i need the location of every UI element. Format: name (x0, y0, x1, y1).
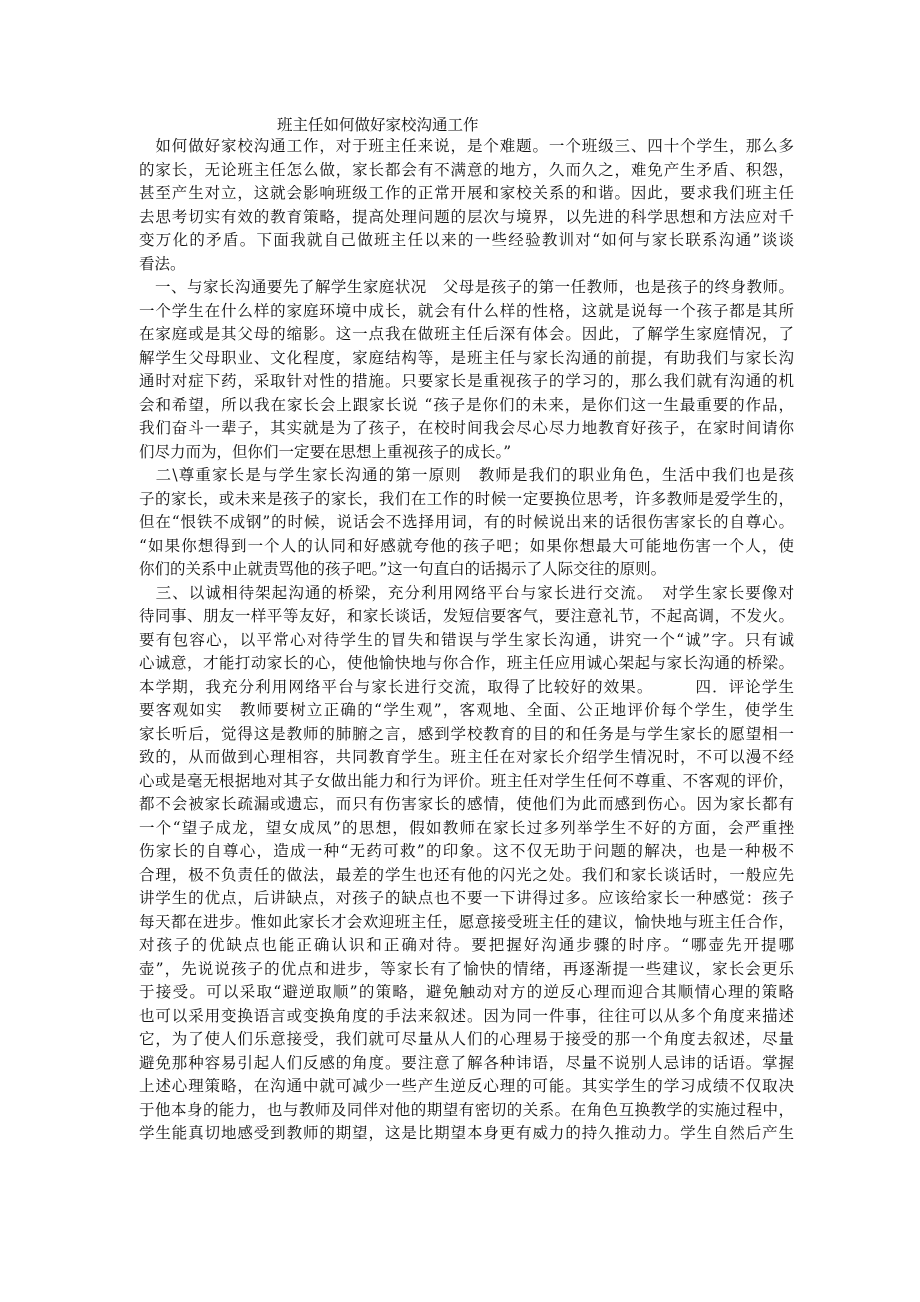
body-line: 伤家长的自尊心，造成一种“无药可救”的印象。这不仅无助于问题的解决，也是一种极不 (139, 842, 794, 860)
body-line: 心诚意，才能打动家长的心，使他愉快地与你合作，班主任应用诚心架起与家长沟通的桥梁。 (139, 654, 794, 672)
body-line: 要有包容心，以平常心对待学生的冒失和错误与学生家长沟通，讲究一个“诚”字。只有诚 (139, 630, 794, 649)
body-line: 看法。 (139, 254, 186, 273)
document-title: 班主任如何做好家校沟通工作 (277, 116, 479, 134)
body-line: 家长听后，觉得这是教师的肺腑之言，感到学校教育的目的和任务是与学生家长的愿望相一 (139, 724, 794, 743)
body-line: 一个学生在什么样的家庭环境中成长，就会有什么样的性格，这就是说每一个孩子都是其所 (139, 301, 794, 320)
body-line: 一个“望子成龙，望女成凤”的思想，假如教师在家长过多列举学生不好的方面，会严重挫 (139, 818, 794, 837)
body-line: 三、以诚相待架起沟通的桥梁，充分利用网络平台与家长进行交流。 对学生家长要像对 (139, 583, 794, 602)
body-line: 都不会被家长疏漏或遗忘，而只有伤害家长的感情，使他们为此而感到伤心。因为家长都有 (139, 795, 794, 813)
body-line: 本学期，我充分利用网络平台与家长进行交流，取得了比较好的效果。 四．评论学生 (139, 677, 794, 696)
body-line: 我们奋斗一辈子，其实就是为了孩子，在校时间我会尽心尽力地教育好孩子，在家时间请你 (139, 419, 794, 437)
body-line: 的家长，无论班主任怎么做，家长都会有不满意的地方，久而久之，难免产生矛盾、积怨， (139, 160, 794, 179)
body-line: 致的，从而做到心理相容，共同教育学生。班主任在对家长介绍学生情况时，不可以漫不经 (139, 748, 794, 766)
body-line: 于他本身的能力，也与教师及同伴对他的期望有密切的关系。在角色互换教学的实施过程中， (139, 1100, 794, 1119)
body-line: 通时对症下药，采取针对性的措施。只要家长是重视孩子的学习的，那么我们就有沟通的机 (139, 372, 794, 390)
body-line: 会和希望，所以我在家长会上跟家长说 “孩子是你们的未来，是你们这一生最重要的作品， (139, 395, 794, 414)
body-line: 学生能真切地感受到教师的期望，这是比期望本身更有威力的持久推动力。学生自然后产生 (139, 1124, 794, 1142)
body-line: 于接受。可以采取“避逆取顺”的策略，避免触动对方的逆反心理而迎合其顺情心理的策略 (139, 983, 794, 1001)
body-line: 一、与家长沟通要先了解学生家庭状况 父母是孩子的第一任教师，也是孩子的终身教师。 (139, 278, 794, 296)
body-line: “如果你想得到一个人的认同和好感就夸他的孩子吧；如果你想最大可能地伤害一个人，使 (139, 536, 794, 555)
body-line: 避免那种容易引起人们反感的角度。要注意了解各种讳语，尽量不说别人忌讳的话语。掌握 (139, 1053, 794, 1072)
body-line: 心或是毫无根据地对其子女做出能力和行为评价。班主任对学生任何不尊重、不客观的评价， (139, 771, 794, 790)
body-line: 它，为了使人们乐意接受，我们就可尽量从人们的心理易于接受的那一个角度去叙述，尽量 (139, 1030, 794, 1048)
body-line: 讲学生的优点，后讲缺点，对孩子的缺点也不要一下讲得过多。应该给家长一种感觉：孩子 (139, 889, 794, 907)
body-line: 也可以采用变换语言或变换角度的手法来叙述。因为同一件事，往往可以从多个角度来描述 (139, 1006, 794, 1025)
body-line: 对孩子的优缺点也能正确认识和正确对待。要把握好沟通步骤的时序。“哪壶先开提哪 (139, 936, 794, 954)
body-line: 变万化的矛盾。下面我就自己做班主任以来的一些经验教训对“如何与家长联系沟通”谈谈 (139, 231, 794, 249)
body-line: 如何做好家校沟通工作，对于班主任来说，是个难题。一个班级三、四十个学生，那么多 (139, 137, 794, 155)
body-line: 二\尊重家长是与学生家长沟通的第一原则 教师是我们的职业角色，生活中我们也是孩 (139, 466, 794, 484)
body-line: 上述心理策略，在沟通中就可减少一些产生逆反心理的可能。其实学生的学习成绩不仅取决 (139, 1077, 794, 1095)
body-line: 去思考切实有效的教育策略，提高处理问题的层次与境界，以先进的科学思想和方法应对千 (139, 207, 794, 226)
body-line: 子的家长，或未来是孩子的家长，我们在工作的时候一定要换位思考，许多教师是爱学生的， (139, 489, 794, 508)
body-line: 们尽力而为，但你们一定要在思想上重视孩子的成长。” (139, 442, 512, 461)
body-line: 待同事、朋友一样平等友好，和家长谈话，发短信要客气，要注意礼节，不起高调，不发火。 (139, 607, 794, 625)
body-line: 在家庭或是其父母的缩影。这一点我在做班主任后深有体会。因此，了解学生家庭情况，了 (139, 325, 794, 343)
document-body (139, 135, 794, 1146)
body-line: 每天都在进步。惟如此家长才会欢迎班主任，愿意接受班主任的建议，愉快地与班主任合作， (139, 912, 794, 931)
body-line: 但在“恨铁不成钢”的时候，说话会不选择用词，有的时候说出来的话很伤害家长的自尊心。 (139, 513, 794, 531)
body-line: 甚至产生对立，这就会影响班级工作的正常开展和家校关系的和谐。因此，要求我们班主任 (139, 184, 794, 202)
body-line: 合理，极不负责任的做法，最差的学生也还有他的闪光之处。我们和家长谈话时，一般应先 (139, 865, 794, 884)
body-line: 要客观如实 教师要树立正确的“学生观”，客观地、全面、公正地评价每个学生，使学生 (139, 701, 794, 719)
body-line: 你们的关系中止就责骂他的孩子吧。”这一句直白的话揭示了人际交往的原则。 (139, 560, 667, 578)
body-line: 壶”，先说说孩子的优点和进步，等家长有了愉快的情绪，再逐渐提一些建议，家长会更乐 (139, 959, 794, 978)
body-line: 解学生父母职业、文化程度，家庭结构等，是班主任与家长沟通的前提，有助我们与家长沟 (139, 348, 794, 367)
